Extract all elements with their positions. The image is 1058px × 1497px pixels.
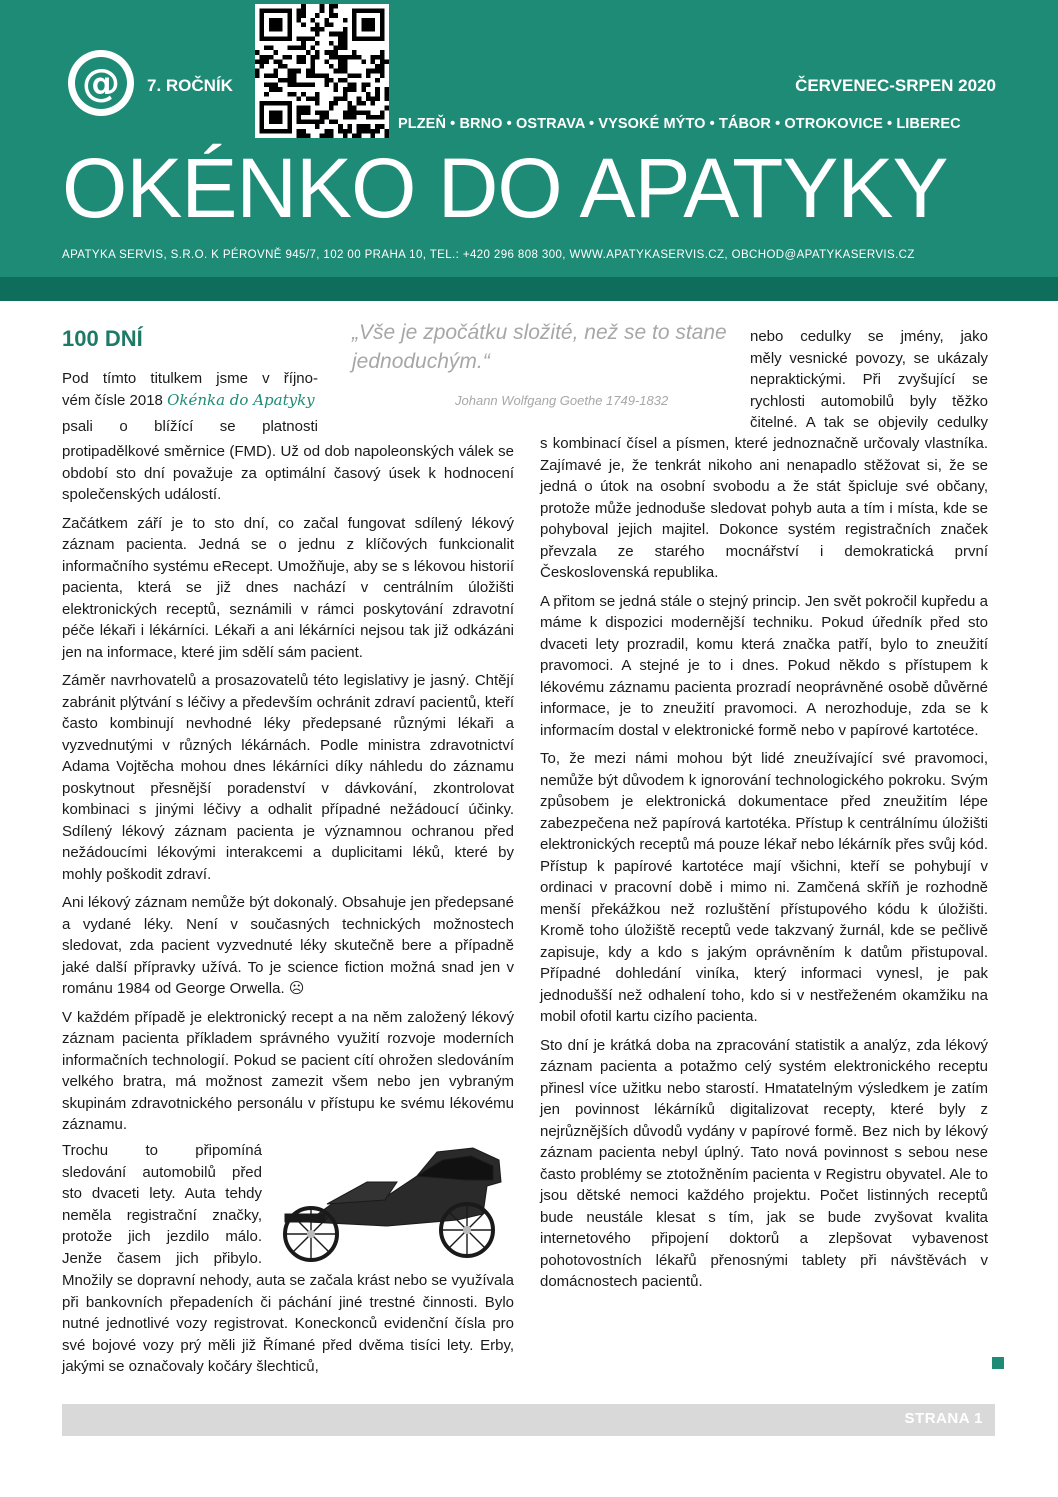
page-footer <box>62 1404 995 1436</box>
page-number: STRANA 1 <box>904 1410 983 1427</box>
newsletter-name-script: Okénka do Apatyky <box>167 390 315 409</box>
intro-narrow <box>62 368 318 438</box>
paragraph-6-rest: Množily se dopravní nehody, auta se začala krást nebo se využívala při bankovních přepadeních či páchání jiné trestné činnosti. Bylo nutné jednotlivé vozy registrovat. Koneckonců evidenční čísla pro své bojové vozy prý měli již Římané před dvěma tisíci lety. Erby, jakými se označovaly kočáry šlechticů, <box>62 1272 514 1375</box>
company-address: APATYKA SERVIS, S.R.O. K PÉROVNĚ 945/7, 102 00 PRAHA 10, TEL.: +420 296 808 300, WWW.APATYKASERVIS.CZ, OBCHOD@APATYKASERVIS.CZ <box>62 249 915 261</box>
right-wrap-line: měly vesnické povozy, se ukázaly <box>750 349 988 367</box>
logo-glyph: @ <box>75 57 127 109</box>
car-wrap-line: Jenže časem jich přibylo. <box>62 1249 262 1267</box>
right-wrap-line: čitelné. A tak se objevily cedulky <box>750 414 988 431</box>
right-paragraph-4: Sto dní je krátká doba na zpracování statistik a analýz, zda lékový záznam pacienta a potažmo celý systém elektronického receptu přinesl více užitku nebo starostí. Hmatatelným výsledkem je zatím jen povinnost lékárníků digitalizovat recepty, které byly z nejrůznějších důvodů vydány v papírové formě. Bez nich by lékový záznam pacienta nebyl úplný. Tato nová povinnost s sebou nese často problémy se ztotožněním pacienta v Registru obyvatel. Ale to jsou dětské nemoci každého projektu. Počet listinných receptů bude neustále klesat s tím, jak se bude zvyšovat kvalita internetového připojení doktorů a zlepšovat vybavenost pohotovostních lékařů přenosnými tablety při návštěvách v domácnostech pacientů. <box>540 1036 988 1290</box>
masthead-stripe <box>0 277 1058 301</box>
quote-author: Johann Wolfgang Goethe 1749-1832 <box>455 393 669 408</box>
qr-code-icon[interactable] <box>255 4 389 138</box>
right-paragraph-3: To, že mezi námi mohou být lidé zneužívající své pravomoci, nemůže být důvodem k ignorování technologického pokroku. Svým způsobem je elektronická dokumentace před zneužitím lépe zabezpečena než papírová kartotéka. Přístup k centrálnímu úložišti elektronických receptů má pouze lékař nebo lékárník přes svůj kód. Přístup k papírové kartotéce mají všichni, kteří se pohybují v ordinaci v pracovní době i mimo ni. Zamčená skříň je rozhodně menší překážkou než rozluštění přístupového kódu k úložišti. Kromě toho úložiště receptů vede takzvaný žurnál, kde se pečlivě zapisuje, kdy a kdo s jakým oprávněním k datům přistupoval. Případné dohledání viníka, který informaci vynesl, je pak jednodušší než odhalení toho, kdo si v nestřeženém okamžiku na mobil ofotil kartu cizího pacienta. <box>540 750 988 1025</box>
paragraph-2: Začátkem září je to sto dní, co začal fungovat sdílený lékový záznam pacienta. Jedná se o jednu z klíčových funkcionalit informačního systému eRecept. Umožňuje, aby se s lékovou historií pacienta, která se již dnes nachází v centrálním úložišti elektronických receptů, seznámili v rámci poskytování zdravotní péče lékaři i lékárníci. Lékaři a ani lékárníci nejsou tak již odkázáni jen na informace, které jim sdělí sám pacient. <box>62 514 514 661</box>
intro-line-2-text: vém čísle 2018 <box>62 391 163 409</box>
right-wrap-line: nepraktickými. Při zvyšující se <box>750 371 988 388</box>
cities-list: PLZEŇ • BRNO • OSTRAVA • VYSOKÉ MÝTO • TÁBOR • OTROKOVICE • LIBEREC <box>398 116 961 132</box>
paragraph-5: V každém případě je elektronický recept a na něm založený lékový záznam pacienta příkladem správného využití rozvoje moderních informačních technologií. Pokud se pacient cítí ohrožen sledováním velkého bratra, má možnost zamezit všem nebo jen vybraným skupinám zdravotnického personálu v přístupu ke svému lékovému záznamu. <box>62 1008 514 1133</box>
right-wrap-line: rychlosti automobilů byly těžko <box>750 392 988 410</box>
intro-line-1: Pod tímto titulkem jsme v říjno- <box>62 370 318 387</box>
intro-line-3: psali o blížící se platnosti <box>62 418 318 435</box>
right-paragraph-1-rest: s kombinací čísel a písmen, které jednoznačně určovaly vlastníka. Zajímavé je, že tenkrát nikoho ani nenapadlo stěžovat si, že se jedná o útok na osobní svobodu a že stát špicluje své občany, protože může jednoduše sledovat pohyb auta a tím i místa, kde se pohyboval jejich majitel. Dokonce systém registračních značek převzala ze starého mocnářství i demokratická první Československá republika. <box>540 435 988 581</box>
volume-label: 7. ROČNÍK <box>147 76 233 95</box>
right-wrap-text <box>750 326 988 434</box>
car-wrap-line: sledování automobilů před <box>62 1163 262 1181</box>
paragraph-3: Záměr navrhovatelů a prosazovatelů této legislativy je jasný. Chtějí zabránit plýtvání s léčivy a především ochránit zdraví pacientů, kteří často kombinují nevhodné léky předepsané různými lékaři a vyzvednutými v různých lékárnách. Podle ministra zdravotnictví Adama Vojtěcha mohou dnes lékárníci díky náhledu do záznamu poskytnout přesnější poradenství v dávkování, zkontrolovat kombinaci s jinými léčivy a odhalit případné nežádoucí účinky. Sdílený lékový záznam pacienta je významnou ochranou před nežádoucími lékovými interakcemi a duplicitami léků, které by mohly poškodit zdraví. <box>62 672 514 883</box>
pull-quote: „Vše je zpočátku složité, než se to stane jednoduchým.“ <box>352 321 727 373</box>
car-wrap-line: neměla registrační značky, <box>62 1206 262 1224</box>
right-wrap-line: nebo cedulky se jmény, jako <box>750 328 988 345</box>
car-wrap-line: sto dvaceti lety. Auta tehdy <box>62 1185 262 1202</box>
right-column <box>540 433 988 1300</box>
car-wrap-line: Trochu to připomíná <box>62 1142 262 1159</box>
masthead-title: OKÉNKO DO APATYKY <box>62 141 948 235</box>
vintage-car-image <box>267 1130 521 1264</box>
right-paragraph-2: A přitom se jedná stále o stejný princip. Jen svět pokročil kupředu a máme k dispozici modernější techniku. Pokud úředník před sto dvaceti lety prozradil, komu která značka patří, bylo to zneužití pravomoci. A stejné je to i dnes. Pokud někdo s přístupem k lékovému záznamu pacienta prozradí neoprávněné osobě důvěrné informace, je to zneužití pravomoci. A nerozhoduje, zda se k informacím dostal v elektronické formě nebo v papírové kartotéce. <box>540 592 988 739</box>
intro-line-2 <box>62 390 318 412</box>
article-title: 100 DNÍ <box>62 326 143 351</box>
car-wrap-line: protože jich jezdilo málo. <box>62 1228 262 1245</box>
logo-icon <box>68 50 134 116</box>
left-column <box>62 441 514 1143</box>
intro-paragraph: protipadělkové směrnice (FMD). Už od dob napoleonských válek se období sto dní považuje za optimální časový úsek k hodnocení společenských událostí. <box>62 443 514 503</box>
end-of-article-mark <box>992 1357 1004 1369</box>
car-wrap-text <box>62 1140 262 1269</box>
paragraph-4: Ani lékový záznam nemůže být dokonalý. Obsahuje jen předepsané a vydané léky. Není v současných technických možnostech sledovat, zda pacient vyzvednuté léky skutečně bere a případně jaké další přípravky užívá. To je science fiction možná snad jen v románu 1984 od George Orwella. ☹ <box>62 894 514 997</box>
issue-date: ČERVENEC-SRPEN 2020 <box>795 76 996 95</box>
